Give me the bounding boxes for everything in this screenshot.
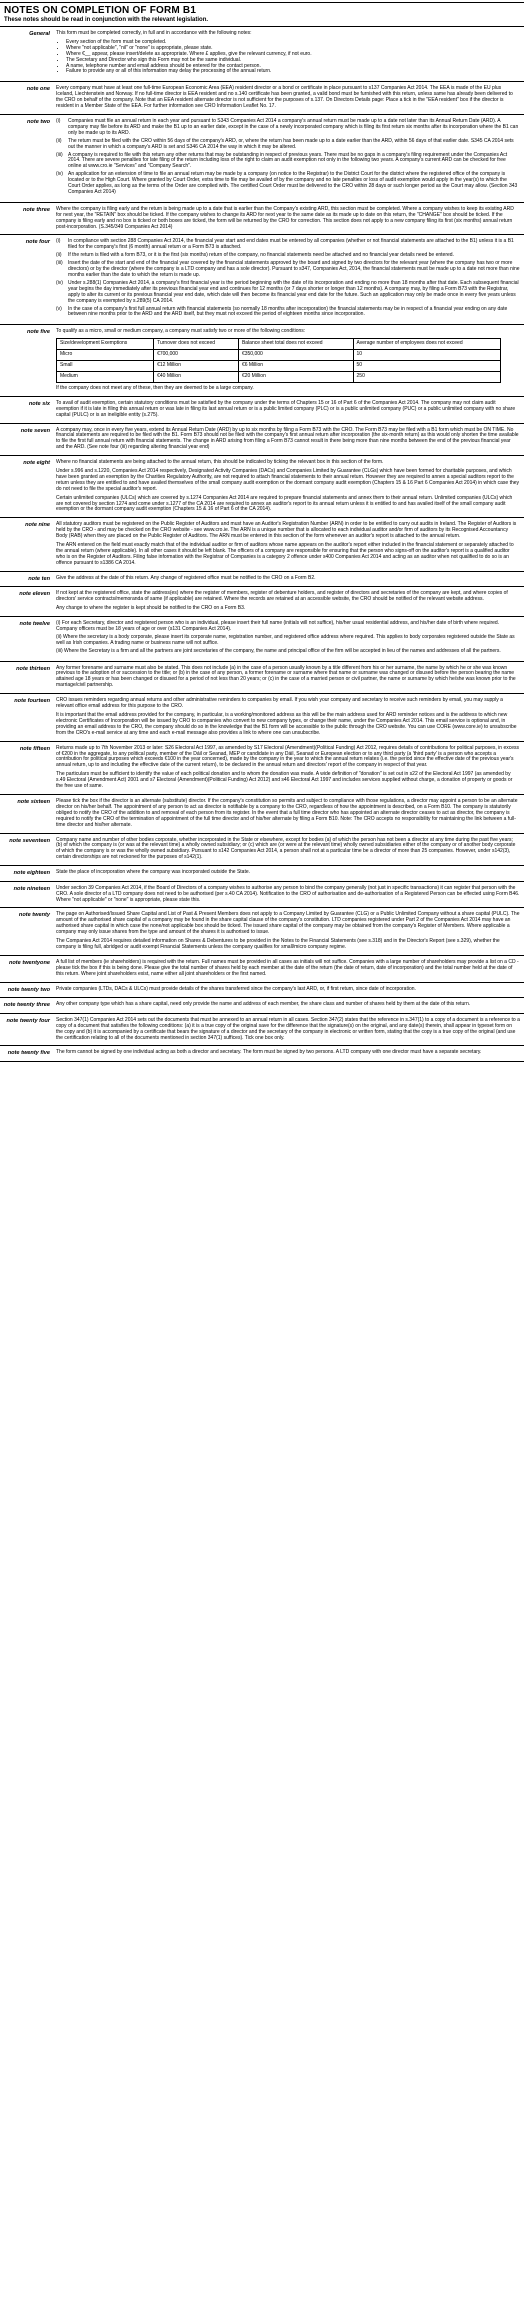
note-paragraph: If the company does not meet any of these, then they are deemed to be a large company.	[56, 384, 254, 391]
note-section	[0, 834, 524, 867]
note-section	[0, 1046, 524, 1062]
note-paragraph: The page on Authorised/Issued Share Capital and List of Past & Present Members does not apply to a Company Limited by Guarantee (CLG) or a Public Unlimited Company without a share capital (PULC). The amount of the authorised share capital of a company may be found in the share capital clause of the company's constitution. LTD companies registered under Part 2 of the Companies Act 2014 may have an authorised share capital in which case the none/not applicable box should be ticked. The issued share capital of the company may be obtained from the company's Register of Members. Where applicable a company may only issue shares from the type and amount of the shares it is authorised to issue.	[56, 911, 520, 936]
note-section	[0, 882, 524, 909]
note-paragraph: State the place of incorporation where the company was incorporated outside the State.	[56, 869, 251, 876]
note-label: note seven	[20, 427, 50, 434]
note-paragraph: Where no financial statements are being attached to the annual return, this should be indicated by ticking the relevant box in this section of the form.	[56, 459, 384, 466]
note-section	[0, 456, 524, 518]
table-cell: Medium	[57, 371, 154, 382]
note-body	[56, 621, 520, 657]
company-size-table	[56, 338, 501, 383]
note-section	[0, 203, 524, 236]
note-label: note twenty three	[3, 1002, 50, 1009]
table-cell: Micro	[57, 350, 154, 361]
note-paragraph: Give the address at the date of this return. Any change of registered office must be notified to the CRO on a Form B2.	[56, 574, 316, 581]
note-section	[0, 866, 524, 882]
note-paragraph: Where the company is filing early and the return is being made up to a date that is earlier than the Company's existing ARD, this section must be completed. Where a company wishes to keep its existing ARD for next year, the "RETAIN" box should be ticked. If the company wishes to change its ARD for next year to the same date as its made up to date on this return, the "CHANGE" box should be ticked. If the company is filing early and no box is ticked or both boxes are ticked, the form will be returned by the CRO for correction. This section does not apply to a new company filing its first (six months) annual return post-incorporation. (S.345/349 Companies Act 2014)	[56, 205, 514, 230]
note-section	[0, 397, 524, 424]
table-cell: Small	[57, 361, 154, 372]
subitem-text: (i) For each Secretary, director and registered person who is an individual, please insert their full name (initials will not suffice), his/her usual residential address, and his/her date of birth where required. Company officers must be 18 years of age or over (s131 Companies Act 2014).	[56, 620, 500, 632]
note-paragraph: CRO issues reminders regarding annual returns and other administrative reminders to companies by email. If you wish your company and secretary to receive such reminders by email, you may supply a relevant office email address for this purpose to the CRO.	[56, 697, 503, 710]
note-section	[0, 115, 524, 203]
note-label: note sixteen	[17, 798, 50, 805]
note-label: note ten	[28, 575, 50, 582]
subitem-number: (iv)	[56, 171, 63, 178]
note-paragraph: The Companies Act 2014 requires detailed information on Shares & Debentures to be provided in the Notes to the Financial Statements (see s.318) and in the Director's Report (see s.329), whether the company is filing full, abridged or audit exempt Financial Statements unless the company qualifies for small/micro company regime.	[56, 938, 500, 950]
note-section	[0, 795, 524, 834]
note-body	[56, 912, 520, 950]
table-row	[57, 371, 501, 382]
note-section	[0, 518, 524, 571]
note-label: note fifteen	[19, 745, 50, 752]
note-label: note eleven	[19, 591, 50, 598]
table-header-cell: Average number of employees does not exceed	[353, 339, 501, 350]
note-body	[56, 522, 520, 566]
note-paragraph: The ARN entered on the field must exactly match that of the individual auditor or firm of auditors whose name appears on the auditor's report either included in the financial statement or separately attached to the annual return (where applicable). In all other cases it should be left blank. The officers of a company are responsible for ensuring that the person who signs-off on the auditor's report is a qualified auditor who is on the Register of Auditors. Filing false information with the Registrar of Companies is a category 2 offence under s400 Companies Act 2014 and acting as an auditor when not qualified to do so is an offence pursuant to s1386 CA 2014.	[56, 542, 514, 566]
subitem-text: In compliance with section 288 Companies Act 2014, the financial year start and end dates must be entered by all companies (whether or not financial statements are attached to the B1) unless it is a B1 filed for the company's first (6 month) annual return or a Form B73 is attached.	[68, 238, 514, 251]
subitem-number: (i)	[56, 238, 61, 245]
table-header-cell: Turnover does not exceed	[154, 339, 239, 350]
note-body	[56, 1018, 520, 1042]
note-paragraph: Any other company type which has a share capital, need only provide the name and address of each member, the share class and number of shares held by them at the date of this return.	[56, 1001, 471, 1008]
note-bullet-item: • Where "not applicable", "nil" or "none" is appropriate, please state.	[66, 46, 520, 52]
note-bullet-item: • Failure to provide any or all of this information may delay the processing of the annual return.	[66, 69, 520, 75]
note-paragraph: It is important that the email address provided for the company, in particular, is a working/monitored address as this will be the main address used for ARD reminder notices and is the address to which new electronic Certificates of Incorporation will be issued by CRO to companies who convert to new company types, or change their name, under the Companies Act 2014. This email service is optional and, in providing an email address to the CRO, the company should do so in the knowledge that the B1 form will be accessible to the public through the CRO website. You can use CORE (www.core.ie) to unsubscribe from the CRO's e-mail service at any time and each e-mail message also provides a link to where one can unsubscribe.	[56, 712, 517, 736]
note-body	[56, 1002, 520, 1008]
table-cell: €350,000	[238, 350, 353, 361]
note-label: note twenty	[18, 912, 50, 919]
subitem-text: A company is required to file with this return any other returns that may be outstanding in respect of previous years. There must be no gaps in a company's filing requirement under the Companies Act 2014. There are severe penalties for late filing of the return including loss of the right to claim an audit exemption not only in the following two years. A company's current ARD can be checked for free online at www.cro.ie "Services" and "Company Search".	[68, 151, 508, 170]
note-section	[0, 908, 524, 955]
note-subitem	[56, 139, 520, 151]
note-section	[0, 424, 524, 457]
subitem-text: If the return is filed with a form B73, or it is the first (six months) return of the company, no financial statements need be attached and no financial year details need be entered.	[68, 252, 454, 259]
note-paragraph: Any change to where the register is kept should be notified to the CRO on a Form B3.	[56, 605, 246, 612]
note-label: note fourteen	[14, 698, 50, 705]
notes-sections	[0, 27, 524, 1062]
subitem-text: Insert the date of the start and end of the financial year covered by the financial statements approved by the board and signed by two directors for the relevant year (where the company has two or more directors) or by the director (where the company is a LTD company and has a sole director). Pursuant to s347, Companies Act, 2014, the financial statements must be made up to a date not more than nine months earlier than the date to which the return is made up.	[68, 260, 520, 278]
note-subitem	[56, 119, 520, 137]
table-header-cell: Size/development Exemptions	[57, 339, 154, 350]
note-label: note seventeen	[9, 837, 50, 844]
note-body	[56, 207, 520, 231]
note-section	[0, 572, 524, 588]
note-body	[56, 31, 520, 77]
subitem-number: (iv)	[56, 279, 63, 286]
table-cell: 10	[353, 350, 501, 361]
note-label: note nineteen	[13, 885, 50, 892]
note-body	[56, 576, 520, 582]
table-cell: 250	[353, 371, 501, 382]
note-label: note nine	[25, 522, 50, 529]
subitem-text: The return must be filed with the CRO within 56 days of the company's ARD, or, where the return has been made up to a date earlier than the ARD, within 56 days of that earlier date. S345 CA 2014 sets out the manner in which a company's ARD is set and S346 CA 2014 the way in which it may be altered.	[68, 137, 514, 150]
note-label: note two	[27, 118, 50, 125]
table-row	[57, 361, 501, 372]
note-section	[0, 587, 524, 617]
note-section	[0, 27, 524, 82]
note-body	[56, 428, 520, 452]
note-section	[0, 742, 524, 795]
subitem-number: (iii)	[56, 260, 63, 267]
note-paragraph: Company name and number of other bodies corporate, whether incorporated in the State or elsewhere, except for bodies (a) of which the person has not been a director at any time during the past five years; (b) of which the company is (or was at the relevant time) a wholly owned subsidiary; or (c) which are (or were at the relevant time) wholly owned subsidiaries either of the company or of another body corporate of which the company is or was the wholly owned subsidiary. Pursuant to s142 Companies Act 2014, a person shall not at a particular time be a director of more than 25 companies. However, under s142(3), certain directorships are not reckoned for the purposes of s142(1).	[56, 836, 516, 861]
subitem-text: An application for an extension of time to file an annual return may be made by a company (on notice to the Registrar) to the District Court for the district where the registered office of the company is located or to the High Court. Where granted by Court Order, extra time to file may be availed of by the company and no late penalties or loss of audit exemption would apply in the year(s) to which the Court Order applies, as long as the terms of the Order are complied with. The certified Court Order must be delivered to the CRO within 28 days or such longer period as the Court may allow. (Section 343 Companies Act 2014)	[68, 171, 518, 195]
note-label: note twelve	[19, 621, 50, 628]
note-body	[56, 960, 520, 978]
note-paragraph: Under section 39 Companies Act 2014, if the Board of Directors of a company wishes to authorise any person to bind the company generally (not just in specific transactions) it can register that person with the CRO. A sole director of a LTD company does not need to be authorised (per s.40 CA 2014). Notification to the CRO of authorisation and de-authorisation of a Registered Person can be effected using Form B46. Where "not applicable" or "none" is appropriate, please state this.	[56, 884, 520, 903]
note-section	[0, 694, 524, 741]
note-body	[56, 799, 520, 829]
note-paragraph: Returns made up to 7th November 2013 or later: S26 Electoral Act 1997, as amended by S17 Electoral (Amendment)(Political Funding) Act 2012, requires details of contributions for political purposes, in excess of €200 in the aggregate, to any political party, member of the Dáil or Seanad, MEP or candidate in any Dáil, Seanad or European election or to any third party (a 'third party' is a person who accepts a contribution for political purposes which exceeds €100 in the year concerned), made by the company in the year to which the annual return relates (i.e. the period since the effective date of the previous year's annual return, up to and including the effective date of the current return), to be declared in the annual return and directors' report of the company in respect of that year.	[56, 744, 520, 769]
subitem-number: (ii)	[56, 252, 62, 259]
note-bullet-item: • Every section of the form must be completed.	[66, 40, 520, 46]
note-subitem	[56, 621, 520, 633]
note-section	[0, 998, 524, 1014]
note-section	[0, 1014, 524, 1047]
table-cell: €6 Million	[238, 361, 353, 372]
note-label: note eight	[23, 460, 50, 467]
note-body	[56, 460, 520, 513]
subitem-number: (v)	[56, 305, 62, 312]
note-bullet-item: • A name, telephone number and email address should be entered for the contact person.	[66, 64, 520, 70]
note-label: note twenty five	[7, 1050, 50, 1057]
note-body	[56, 870, 520, 876]
note-section	[0, 235, 524, 325]
note-paragraph: A full list of members (ie shareholders) is required with the return. Full names must be provided in all cases as initials will not suffice. Companies with a large number of shareholders may provide a list on a CD - please tick the box if this is being done. Please give the total number of shares held by each member at the date of the return (the date of return, date of incorporation) and the total number held at the date of this return. Where joint shareholders exist, name either all joint shareholders or the first named.	[56, 958, 519, 977]
subitem-number: (ii)	[56, 137, 62, 144]
note-subitem	[56, 153, 520, 171]
note-section	[0, 82, 524, 115]
table-cell: 50	[353, 361, 501, 372]
subitem-text: (iii) Where the Secretary is a firm and all the partners are joint secretaries of the company, the name and principal office of the firm will be accepted in lieu of the names and addresses of all the partners.	[56, 647, 501, 654]
subitem-text: Under s.288(1) Companies Act 2014, a company's first financial year is the period beginning with the date of its incorporation and ending no more than 18 months after that date. Each subsequent financial year begins the day immediately after its previous financial year end and continues for 12 months (or 7 days shorter or longer than 12 months). A company may, by filing a Form B73 with the Registrar, apply to alter its current or its previous financial year end date, which date will then become its financial year end date for the future. Such an application may only be made once in every five years unless the company is exempted by s.289(5) CA 2014.	[68, 279, 519, 304]
notes-subtitle: These notes should be read in conjunction with the relevant legislation.	[4, 17, 209, 23]
subitem-text: Companies must file an annual return in each year and pursuant to S343 Companies Act 2014 a company's annual return must be made up to a date not later than its Annual Return Date (ARD). A company may file before its ARD and make the B1 up to an earlier date, except in the case of a newly incorporated company which is filing its first return six months after its incorporation where the B1 can only be made up to its ARD.	[68, 117, 519, 136]
table-header-cell: Balance sheet total does not exceed	[238, 339, 353, 350]
table-cell: €12 Million	[154, 361, 239, 372]
note-label: note six	[28, 400, 50, 407]
note-body	[56, 401, 520, 419]
note-label: note twentyone	[8, 959, 50, 966]
note-paragraph: A company may, once in every five years, extend its Annual Return Date (ARD) by up to six months by filing a Form B73 with the CRO. The Form B73 may be filed with a B1 form which must be ON TIME. No financial statements are required to be filed with the B1. Form B73 should not be filed with the company's first annual return after incorporation (the six-month return) as this would only shorten the time available to file the first full annual return with financial statements. The change in ARD arising from filing a Form B73 cannot result in there being more than nine months between the end of the previous financial year and the ARD. (See note four (iii) regarding altering financial year end)	[56, 426, 519, 451]
note-subitem	[56, 239, 520, 251]
note-paragraph: Any former forename and surname must also be stated. This does not include (a) in the case of a person usually known by a title different from his or her surname, the name by which he or she was known previous to the adoption of or succession to the title; or (b) in the case of any person, a former forename or surname where that name or surname was changed or disused before the person bearing the name attained age 18 years or has been changed or disused for a period of not less than 20 years; or (c) in the case of a married person or civil partner, the name or surname by which he/she was known prior to the marriage/civil partnership.	[56, 664, 516, 689]
note-body	[56, 86, 520, 110]
note-paragraph: Private companies (LTDs, DACs & ULCs) must provide details of the shares transferred since the company's last ARD, or, if first return, since date of incorporation.	[56, 985, 416, 992]
subitem-number: (i)	[56, 117, 61, 124]
table-cell: €700,000	[154, 350, 239, 361]
subitem-text: (ii) Where the secretary is a body corporate, please insert its corporate name, registration number, and registered office address where required. This applies to body corporates registered outside the State as well as Irish companies. A trading name or business name will not suffice.	[56, 633, 515, 646]
note-subitem	[56, 307, 520, 319]
note-body	[56, 591, 520, 612]
note-section	[0, 325, 524, 396]
note-paragraph: Please tick the box if the director is an alternate (substitute) director. If the company's constitution so permits and subject to compliance with those regulations, a director may appoint a person to be an alternate director on his/her behalf. The appointment of any person to act as director is notifiable by a company to the CRO, regardless of how the appointment is described, on a Form B10. The company is statutorily obliged to notify the CRO of the addition to and removal of each person from its register. In the event that a full time director who has appointed an alternate director ceases to act as director, the company is required to notify the CRO of the termination of appointment of the full time director and of his/her alternate by filing a Form B10. Note: The CRO accepts no responsibility for maintaining the link between a full-time director and his/her alternate.	[56, 797, 518, 828]
note-paragraph: Certain unlimited companies (ULCs) which are covered by s.1274 Companies Act 2014 are required to prepare financial statements and annex them to their annual return. Unlimited companies (ULCs) which are not covered by section 1274 and come under s.1277 of the CA 2014 are required to annex an auditor's report to its annual return unless it is entitled to and has availed itself of the small company audit exemption or the dormant company audit exemption (Chapters 15 & 16 of Part 6 of the CA 2014).	[56, 494, 513, 513]
note-label: General	[29, 31, 50, 37]
note-body	[56, 329, 520, 391]
table-row	[57, 350, 501, 361]
note-label: note three	[22, 206, 50, 213]
note-subitem	[56, 649, 520, 655]
note-label: note twenty four	[6, 1017, 50, 1024]
note-paragraph: If not kept at the registered office, state the address(es) where the register of members, register of debenture holders, and register of directors and secretaries of the company are kept, and where copies of directors' service contracts/memoranda of same (if applicable) are retained. Where the records are retained at an accessible website, the CRO should be notified of the relevant website address.	[56, 590, 508, 603]
note-subitem	[56, 253, 520, 259]
note-section	[0, 662, 524, 695]
subitem-text: In the case of a company's first full annual return with financial statements (so normally 18 months after incorporation) the financial statements may be in respect of a financial year ending on any date between nine months prior to the ARD and the ARD itself, but they must not exceed the period of eighteen months since incorporation.	[68, 305, 508, 318]
note-label: note eighteen	[13, 870, 50, 877]
note-section	[0, 983, 524, 999]
note-body	[56, 666, 520, 690]
note-paragraph: To avail of audit exemption, certain statutory conditions must be satisfied by the company under the terms of Chapters 15 or 16 of Part 6 of the Companies Act 2014. The company may not claim audit exemption if it is late in filing this annual return or was late in filing its last annual return or is a public limited company (PLC) or is a public unlimited company (PUC) or a public unlimited company with no share capital (PULC) or is an ineligible entity (s.275).	[56, 399, 516, 418]
note-body	[56, 838, 520, 862]
note-section	[0, 617, 524, 662]
note-subitem	[56, 281, 520, 305]
table-cell: €20 Million	[238, 371, 353, 382]
table-cell: €40 Million	[154, 371, 239, 382]
note-subitem	[56, 261, 520, 279]
note-body	[56, 698, 520, 736]
note-paragraph: Section 347(1) Companies Act 2014 sets out the documents that must be annexed to an annual return in all cases. Section 347(2) states that the reference in s.347(1) to a copy of a document is a reference to a copy of a document that satisfies the following conditions: (a) it is a true copy of the original save for the difference that the signature(s) on the original, and any date(s) therein, shall appear in typeset form on the copy and (b) it is accompanied by a certificate that bears the signature of a director and the secretary of the company in electronic or written form, stating that the copy is a true copy of the original (and use the certification relating to all of the documents mentioned in section 347(1) suffices). Tick one box only.	[56, 1016, 520, 1041]
subitem-number: (iii)	[56, 151, 63, 158]
note-body	[56, 746, 520, 790]
note-paragraph: Every company must have at least one full-time European Economic Area (EEA) resident director or a bond or certificate in place pursuant to s137 Companies Act 2014. The EEA is made of the EU plus Iceland, Liechtenstein and Norway. If no full-time director is EEA resident and no s.140 certificate has been granted, a valid bond must be furnished with this return, unless same has already been delivered to the CRO on behalf of the company. Note that an EEA resident alternate director is not sufficient for the purposes of s.137. On Directors Details page: Place a tick in the "EEA resident" box if the director is resident in a Member State of the EEA. For further information see CRO Information Leaflet No. 17.	[56, 85, 513, 110]
note-paragraph: Under s.996 and s.1220, Companies Act 2014 respectively, Designated Activity Companies (DACs) and Companies Limited by Guarantee (CLGs) which have been formed for charitable purposes, and which have been granted an exemption by the Charities Regulatory Authority, are not required to attach financial statements to their annual return. However they are required to annex a special auditors report to the return unless they are entitled to and have availed themselves of the small company audit exemption or the dormant company audit exemption (Chapters 15 & 16 Part 6 Companies Act 2014) in which case they do not need to file the special auditor's report.	[56, 468, 520, 492]
note-label: note four	[25, 239, 50, 246]
note-body	[56, 987, 520, 993]
note-paragraph: The form cannot be signed by one individual acting as both a director and secretary. The form must be signed by two persons. A LTD company with one director must have a separate secretary.	[56, 1049, 482, 1056]
note-subitem	[56, 635, 520, 647]
table-header-row	[57, 339, 501, 350]
note-subitem	[56, 172, 520, 196]
note-body	[56, 119, 520, 198]
note-label: note thirteen	[16, 665, 50, 672]
note-body	[56, 239, 520, 320]
note-bullet-item: • Where €__ appear, please insert/delete as appropriate. Where £ applies, give the relevant currency, if not euro.	[66, 52, 520, 58]
notes-header	[0, 2, 524, 27]
note-paragraph: All statutory auditors must be registered on the Public Register of Auditors and must have an Auditor's Registration Number (ARN) in order to be entitled to carry out audits in Ireland. The Register of Auditors is held by the CRO - and may be checked on the CRO website - see www.cro.ie. The ARN is a unique number that is allocated to each individual auditor and/or firm of auditors by its Recognised Accountancy Body (RAB) when they are placed on the Public Register of Auditors. The ARN must be entered in this section of the form whenever an auditor's report is attached to the annual return.	[56, 521, 517, 540]
note-paragraph: This form must be completed correctly, in full and in accordance with the following notes:	[56, 30, 252, 36]
note-body	[56, 1050, 520, 1056]
note-label: note twenty two	[7, 986, 50, 993]
note-bullet-list	[56, 40, 520, 75]
note-label: note five	[26, 329, 50, 336]
note-label: note one	[26, 86, 50, 93]
notes-title: NOTES ON COMPLETION OF FORM B1	[4, 5, 197, 16]
note-body	[56, 886, 520, 904]
note-bullet-item: • The Secretary and Director who sign this Form may not be the same individual.	[66, 58, 520, 64]
note-paragraph: To qualify as a micro, small or medium company, a company must satisfy two or more of the following conditions:	[56, 328, 306, 335]
note-paragraph: The particulars must be sufficient to identify the value of each political donation and to whom the donation was made. A wide definition of "donation" is set out in s22 of the Electoral Act 1997 (as amended by s.49 Electoral (Amendment Act) 2001 and s7 Electoral (Amendment)(Political Funding) Act 2012) and s46 Electoral Act 1997 and includes services supplied without charge, a donation of property or goods or the free use of same.	[56, 771, 513, 790]
note-section	[0, 956, 524, 983]
